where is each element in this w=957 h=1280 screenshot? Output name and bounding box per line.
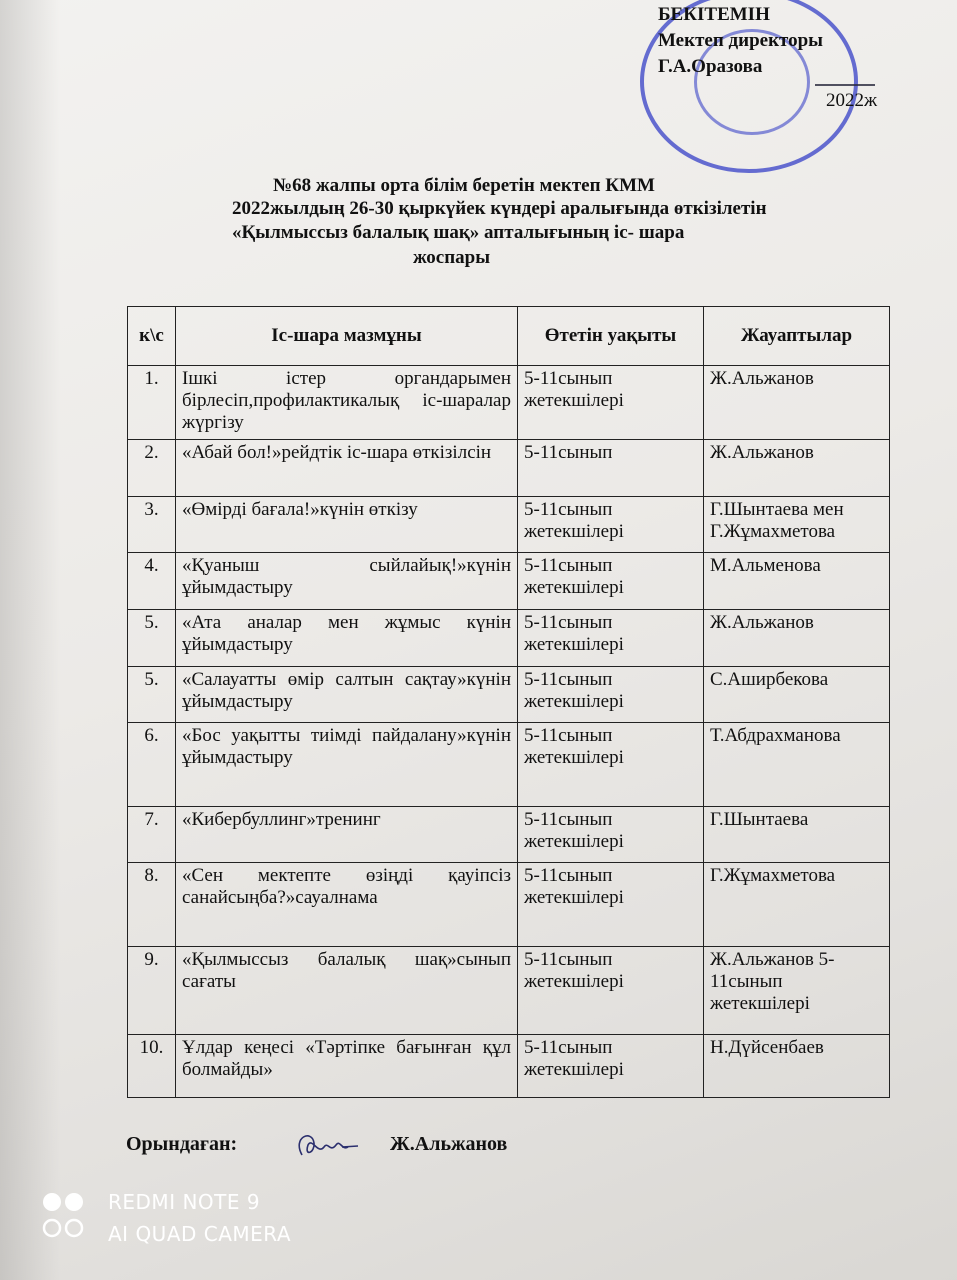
table-row xyxy=(128,609,890,666)
row-time: 5-11сынып жетекшілері xyxy=(518,496,704,553)
approval-block xyxy=(658,2,957,112)
row-time: 5-11сынып жетекшілері xyxy=(518,553,704,610)
header-number: к\с xyxy=(128,307,176,366)
approval-year: 2022ж xyxy=(826,90,878,111)
row-time: 5-11сынып жетекшілері xyxy=(518,947,704,1035)
row-event: «Қылмыссыз балалық шақ»сынып сағаты xyxy=(176,947,518,1035)
row-responsible: Н.Дүйсенбаев xyxy=(704,1035,890,1098)
approval-position: Мектеп директоры xyxy=(658,30,824,51)
event-plan-table xyxy=(127,306,890,1098)
table-row xyxy=(128,723,890,807)
row-number: 3. xyxy=(128,496,176,553)
row-event: «Кибербуллинг»тренинг xyxy=(176,806,518,863)
row-event: Ішкі істер органдарымен бірлесіп,профилактикалық іс-шаралар жүргізу xyxy=(176,366,518,440)
table-row xyxy=(128,1035,890,1098)
row-event: «Сен мектепте өзіңді қауіпсіз санайсыңба?»сауалнама xyxy=(176,863,518,947)
row-time: 5-11сынып жетекшілері xyxy=(518,723,704,807)
row-time: 5-11сынып жетекшілері xyxy=(518,666,704,723)
title-plan: жоспары xyxy=(413,247,491,268)
approval-director-name: Г.А.Оразова xyxy=(658,56,763,77)
handwritten-signature xyxy=(284,1125,364,1165)
header-event: Іс-шара мазмұны xyxy=(176,307,518,366)
row-event: «Өмірді бағала!»күнін өткізу xyxy=(176,496,518,553)
row-number: 8. xyxy=(128,863,176,947)
signed-by-name: Ж.Альжанов xyxy=(390,1133,508,1155)
director-signature-line xyxy=(815,56,875,86)
title-school: №68 жалпы орта білім беретін мектеп КММ xyxy=(273,175,655,196)
approval-heading: БЕКІТЕМІН xyxy=(658,4,770,25)
row-number: 5. xyxy=(128,609,176,666)
table-row xyxy=(128,440,890,497)
row-responsible: Г.Шынтаева мен Г.Жұмахметова xyxy=(704,496,890,553)
table-row xyxy=(128,553,890,610)
table-row xyxy=(128,806,890,863)
row-time: 5-11сынып жетекшілері xyxy=(518,806,704,863)
row-number: 9. xyxy=(128,947,176,1035)
header-time: Өтетін уақыты xyxy=(518,307,704,366)
table-row xyxy=(128,947,890,1035)
row-time: 5-11сынып xyxy=(518,440,704,497)
row-responsible: Ж.Альжанов 5-11сынып жетекшілері xyxy=(704,947,890,1035)
table-row xyxy=(128,666,890,723)
row-event: «Салауатты өмір салтын сақтау»күнін ұйымдастыру xyxy=(176,666,518,723)
title-event-week: «Қылмыссыз балалық шақ» апталығының іс- шара xyxy=(232,222,685,243)
row-responsible: Ж.Альжанов xyxy=(704,440,890,497)
watermark-device: REDMI NOTE 9 xyxy=(108,1190,261,1214)
row-number: 5. xyxy=(128,666,176,723)
row-number: 1. xyxy=(128,366,176,440)
table-header-row xyxy=(128,307,890,366)
row-event: Ұлдар кеңесі «Тәртіпке бағынған құл болмайды» xyxy=(176,1035,518,1098)
row-responsible: С.Аширбекова xyxy=(704,666,890,723)
row-number: 4. xyxy=(128,553,176,610)
row-time: 5-11сынып жетекшілері xyxy=(518,609,704,666)
header-responsible: Жауаптылар xyxy=(704,307,890,366)
row-number: 6. xyxy=(128,723,176,807)
row-event: «Ата аналар мен жұмыс күнін ұйымдастыру xyxy=(176,609,518,666)
camera-logo-icon xyxy=(40,1190,98,1242)
row-event: «Бос уақытты тиімді пайдалану»күнін ұйымдастыру xyxy=(176,723,518,807)
table-row xyxy=(128,863,890,947)
row-responsible: Г.Шынтаева xyxy=(704,806,890,863)
signed-by-label: Орындаған: xyxy=(126,1133,238,1155)
row-time: 5-11сынып жетекшілері xyxy=(518,863,704,947)
page-shadow xyxy=(0,0,60,1280)
row-event: «Абай бол!»рейдтік іс-шара өткізілсін xyxy=(176,440,518,497)
row-number: 7. xyxy=(128,806,176,863)
title-dates: 2022жылдың 26-30 қыркүйек күндері аралығында өткізілетін xyxy=(232,198,767,219)
row-number: 2. xyxy=(128,440,176,497)
row-time: 5-11сынып жетекшілері xyxy=(518,366,704,440)
watermark-camera: AI QUAD CAMERA xyxy=(108,1222,292,1246)
row-responsible: Ж.Альжанов xyxy=(704,366,890,440)
row-responsible: Т.Абдрахманова xyxy=(704,723,890,807)
table-row xyxy=(128,366,890,440)
row-time: 5-11сынып жетекшілері xyxy=(518,1035,704,1098)
row-responsible: Ж.Альжанов xyxy=(704,609,890,666)
row-responsible: Г.Жұмахметова xyxy=(704,863,890,947)
table-row xyxy=(128,496,890,553)
row-number: 10. xyxy=(128,1035,176,1098)
row-responsible: М.Альменова xyxy=(704,553,890,610)
row-event: «Қуаныш сыйлайық!»күнін ұйымдастыру xyxy=(176,553,518,610)
